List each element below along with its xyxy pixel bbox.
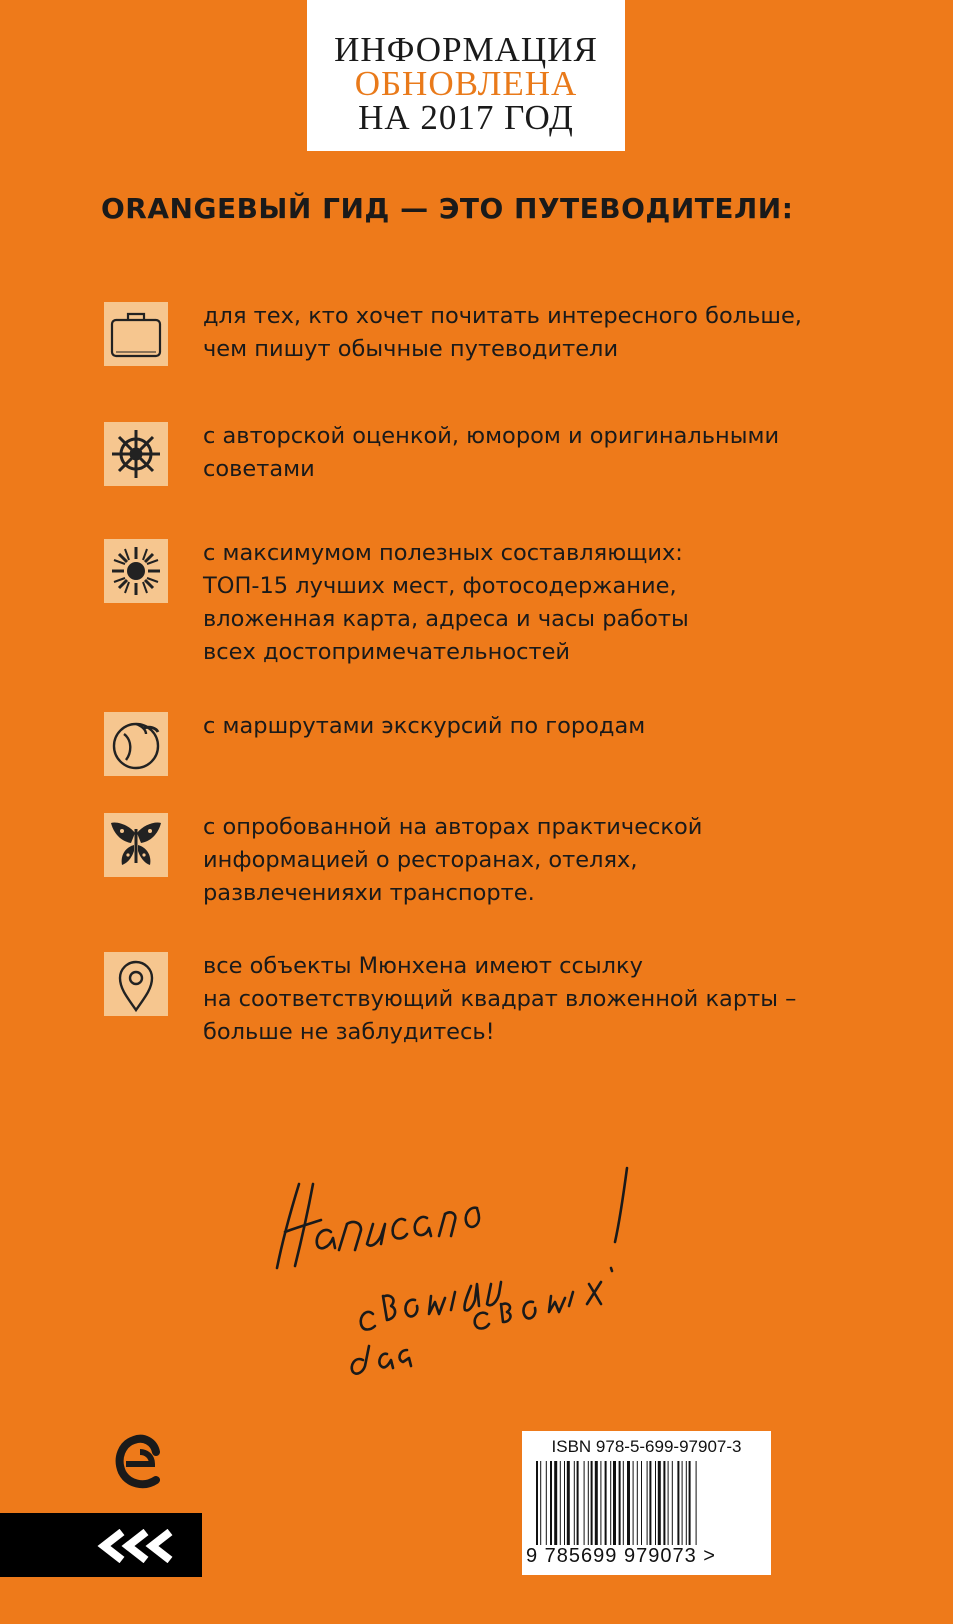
section-heading: ORANGEВЫЙ ГИД — ЭТО ПУТЕВОДИТЕЛИ:: [101, 192, 794, 225]
feature-line: всех достопримечательностей: [203, 639, 571, 665]
update-banner: [307, 0, 625, 151]
feature-line: с максимумом полезных составляющих:: [203, 540, 683, 566]
feature-line: чем пишут обычные путеводители: [203, 336, 619, 362]
feature-line: ТОП-15 лучших мест, фотосодержание,: [203, 573, 677, 599]
banner-line-2: ОБНОВЛЕНА: [354, 64, 578, 103]
isbn-label: ISBN 978-5-699-97907-3: [551, 1437, 742, 1456]
feature-text: [203, 420, 863, 486]
banner-line-3: НА 2017 ГОД: [358, 98, 574, 137]
feature-line: информацией о ресторанах, отелях,: [203, 847, 638, 873]
map-pin-icon: [104, 952, 168, 1016]
sun-icon: [104, 539, 168, 603]
ship-wheel-icon: [104, 422, 168, 486]
barcode-panel: [522, 1431, 771, 1575]
feature-line: с опробованной на авторах практической: [203, 814, 703, 840]
feature-line: с авторской оценкой, юмором и оригинальными: [203, 423, 780, 449]
feature-line: вложенная карта, адреса и часы работы: [203, 606, 689, 632]
publisher-logo: [112, 1428, 168, 1500]
handwritten-slogan: [255, 1128, 675, 1378]
barcode-digits: 9 785699 979073 >: [526, 1545, 716, 1567]
feature-text: [203, 537, 863, 669]
feature-line: все объекты Мюнхена имеют ссылку: [203, 953, 643, 979]
feature-line: для тех, кто хочет почитать интересного больше,: [203, 303, 802, 329]
series-chevron-bar: [0, 1513, 202, 1577]
feature-line: советами: [203, 456, 315, 482]
banner-line-1: ИНФОРМАЦИЯ: [334, 30, 598, 69]
butterfly-icon: [104, 813, 168, 877]
orange-fruit-icon: [104, 712, 168, 776]
feature-line: развлеченияхи транспорте.: [203, 880, 535, 906]
feature-text: [203, 710, 863, 743]
suitcase-icon: [104, 302, 168, 366]
feature-text: [203, 811, 863, 910]
feature-line: с маршрутами экскурсий по городам: [203, 713, 646, 739]
barcode-bars: [536, 1461, 758, 1545]
feature-text: [203, 300, 863, 366]
feature-line: больше не заблудитесь!: [203, 1019, 495, 1045]
feature-line: на соответствующий квадрат вложенной карты –: [203, 986, 797, 1012]
triple-chevron-icon: [96, 1529, 192, 1563]
feature-text: [203, 950, 863, 1049]
